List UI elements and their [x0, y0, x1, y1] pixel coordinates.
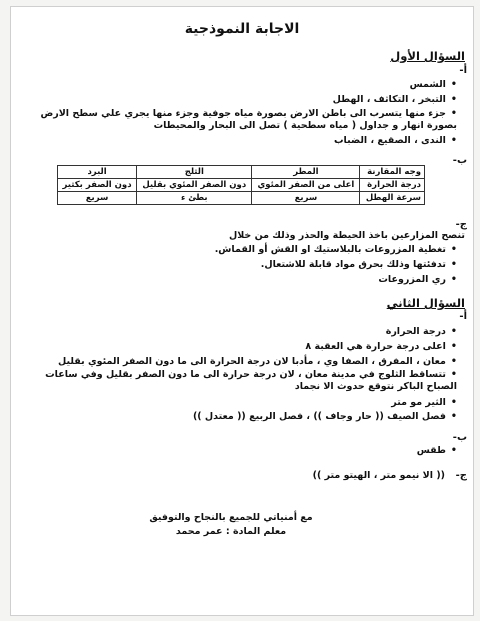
q2-heading: السؤال الثاني — [386, 296, 465, 310]
q2-a-item: • معان ، المفرق ، الصفا وي ، مأدبا لان درجة الحرارة الى ما دون الصفر المئوي بقليل — [58, 356, 457, 367]
q2-c-mark: ج- — [455, 470, 467, 481]
q1-c-item: • تغطية المزروعات بالبلاستيك او القش أو القماش. — [215, 244, 457, 255]
table-cell: اعلى من الصفر المئوي — [252, 179, 360, 192]
q2-b-mark: ب- — [452, 432, 467, 443]
q1-c-item: • تدفئتها وذلك بحرق مواد قابلة للاشتعال. — [261, 259, 457, 270]
q1-c-item: • ري المزروعات — [378, 274, 457, 285]
page-title: الاجابة النموذجية — [184, 21, 300, 37]
table-header-cell: المطر — [252, 166, 360, 179]
q2-a-item: • درجة الحرارة — [386, 326, 457, 337]
q2-a-item: • اعلى درجة حرارة هي العقبة ٨ — [305, 341, 457, 352]
closing-wish: مع أمنياتي للجميع بالنجاح والتوفيق — [149, 512, 313, 523]
q1-a-mark: أ- — [459, 65, 467, 76]
table-header-row — [58, 166, 425, 179]
q2-a-mark: أ- — [459, 311, 467, 322]
table-cell: دون الصفر المئوي بقليل — [137, 179, 252, 192]
teacher-signature: معلم المادة : عمر محمد — [175, 526, 287, 537]
q1-a-item: • جزء منها يتسرب الى باطن الارض بصورة مياه جوفية وجزء منها يجري علي سطح الارض بصورة انهار و جداول ( مياه سطحية ) تصل الى البحار والمحيطات — [37, 108, 457, 132]
table-row — [58, 192, 425, 205]
q1-c-intro: تنصح المزارعين باخذ الحيطة والحذر وذلك من خلال — [228, 230, 465, 241]
q1-b-mark: ب- — [452, 155, 467, 166]
table-cell: سريع — [252, 192, 360, 205]
comparison-table — [57, 165, 425, 205]
q2-c-text: (( الا نيمو متر ، الهيتو متر )) — [312, 470, 445, 481]
q2-a-item: • الثير مو متر — [391, 397, 457, 408]
q1-a-item: • الشمس — [410, 79, 457, 90]
table-header-cell: وجه المقارنة — [360, 166, 425, 179]
q2-a-item: • تتساقط الثلوج في مدينة معان ، لان درجة حرارة الى ما دون الصفر بقليل وفي ساعات الصباح الباكر نتوقع حدوث الا نجماد — [37, 369, 457, 393]
q2-b-item: • طقس — [417, 445, 457, 456]
table-header-cell: البرد — [58, 166, 137, 179]
table-header-cell: الثلج — [137, 166, 252, 179]
q1-a-item: • الندى ، الصقيع ، الضباب — [334, 135, 457, 146]
table-row — [58, 179, 425, 192]
table-cell: سرعة الهطل — [360, 192, 425, 205]
q1-a-item: • التبخر ، التكاثف ، الهطل — [333, 94, 457, 105]
table-cell: درجة الحرارة — [360, 179, 425, 192]
table-cell: سريع — [58, 192, 137, 205]
q1-heading: السؤال الأول — [390, 49, 465, 63]
q2-a-item: • فصل الصيف (( حار وجاف )) ، فصل الربيع (( معتدل )) — [193, 411, 457, 422]
table-cell: بطئ ء — [137, 192, 252, 205]
q1-c-mark: ج- — [455, 219, 467, 230]
answer-sheet — [10, 6, 474, 616]
table-cell: دون الصفر بكثير — [58, 179, 137, 192]
